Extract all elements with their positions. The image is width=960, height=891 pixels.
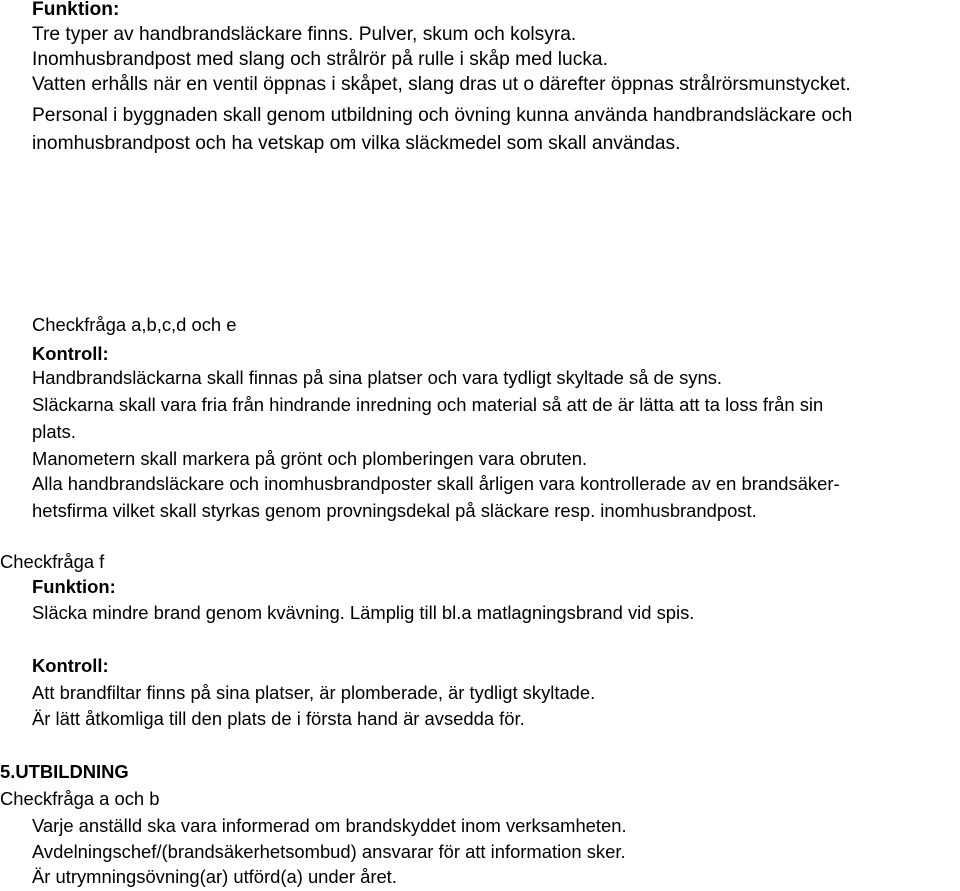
section-heading: 5.UTBILDNING [0, 761, 129, 782]
text-line: inomhusbrandpost och ha vetskap om vilka släckmedel som skall användas. [32, 133, 681, 154]
text-line: Är lätt åtkomliga till den plats de i första hand är avsedda för. [32, 708, 525, 729]
funktion-heading: Funktion: [32, 576, 116, 597]
text-line: Alla handbrandsläckare och inomhusbrandposter skall årligen vara kontrollerade av en brandsäker- [32, 473, 840, 494]
text-line: Personal i byggnaden skall genom utbildning och övning kunna använda handbrandsläckare och [32, 105, 853, 126]
text-line: Varje anställd ska vara informerad om brandskyddet inom verksamheten. [32, 815, 627, 836]
text-line: Släcka mindre brand genom kvävning. Lämplig till bl.a matlagningsbrand vid spis. [32, 602, 695, 623]
text-line: Manometern skall markera på grönt och plomberingen vara obruten. [32, 448, 588, 469]
text-line: Är utrymningsövning(ar) utförd(a) under året. [32, 866, 397, 887]
text-line: Avdelningschef/(brandsäkerhetsombud) ansvarar för att information sker. [32, 841, 626, 862]
text-line: Vatten erhålls när en ventil öppnas i skåpet, slang dras ut o därefter öppnas strålrörsmunstycket. [32, 74, 851, 95]
text-line: Handbrandsläckarna skall finnas på sina platser och vara tydligt skyltade så de syns. [32, 367, 723, 388]
text-line: hetsfirma vilket skall styrkas genom provningsdekal på släckare resp. inomhusbrandpost. [32, 500, 757, 521]
kontroll-heading: Kontroll: [32, 655, 109, 676]
kontroll-heading: Kontroll: [32, 343, 109, 364]
checkfraga-label: Checkfråga a,b,c,d och e [32, 314, 237, 335]
text-line: Inomhusbrandpost med slang och strålrör på rulle i skåp med lucka. [32, 49, 608, 70]
checkfraga-label: Checkfråga f [0, 551, 105, 572]
text-line: Släckarna skall vara fria från hindrande inredning och material så att de är lätta att ta loss från sin [32, 394, 824, 415]
text-line: plats. [32, 421, 76, 442]
text-line: Tre typer av handbrandsläckare finns. Pulver, skum och kolsyra. [32, 24, 577, 45]
text-line: Att brandfiltar finns på sina platser, är plomberade, är tydligt skyltade. [32, 682, 596, 703]
checkfraga-label: Checkfråga a och b [0, 788, 160, 809]
funktion-heading: Funktion: [32, 0, 120, 20]
